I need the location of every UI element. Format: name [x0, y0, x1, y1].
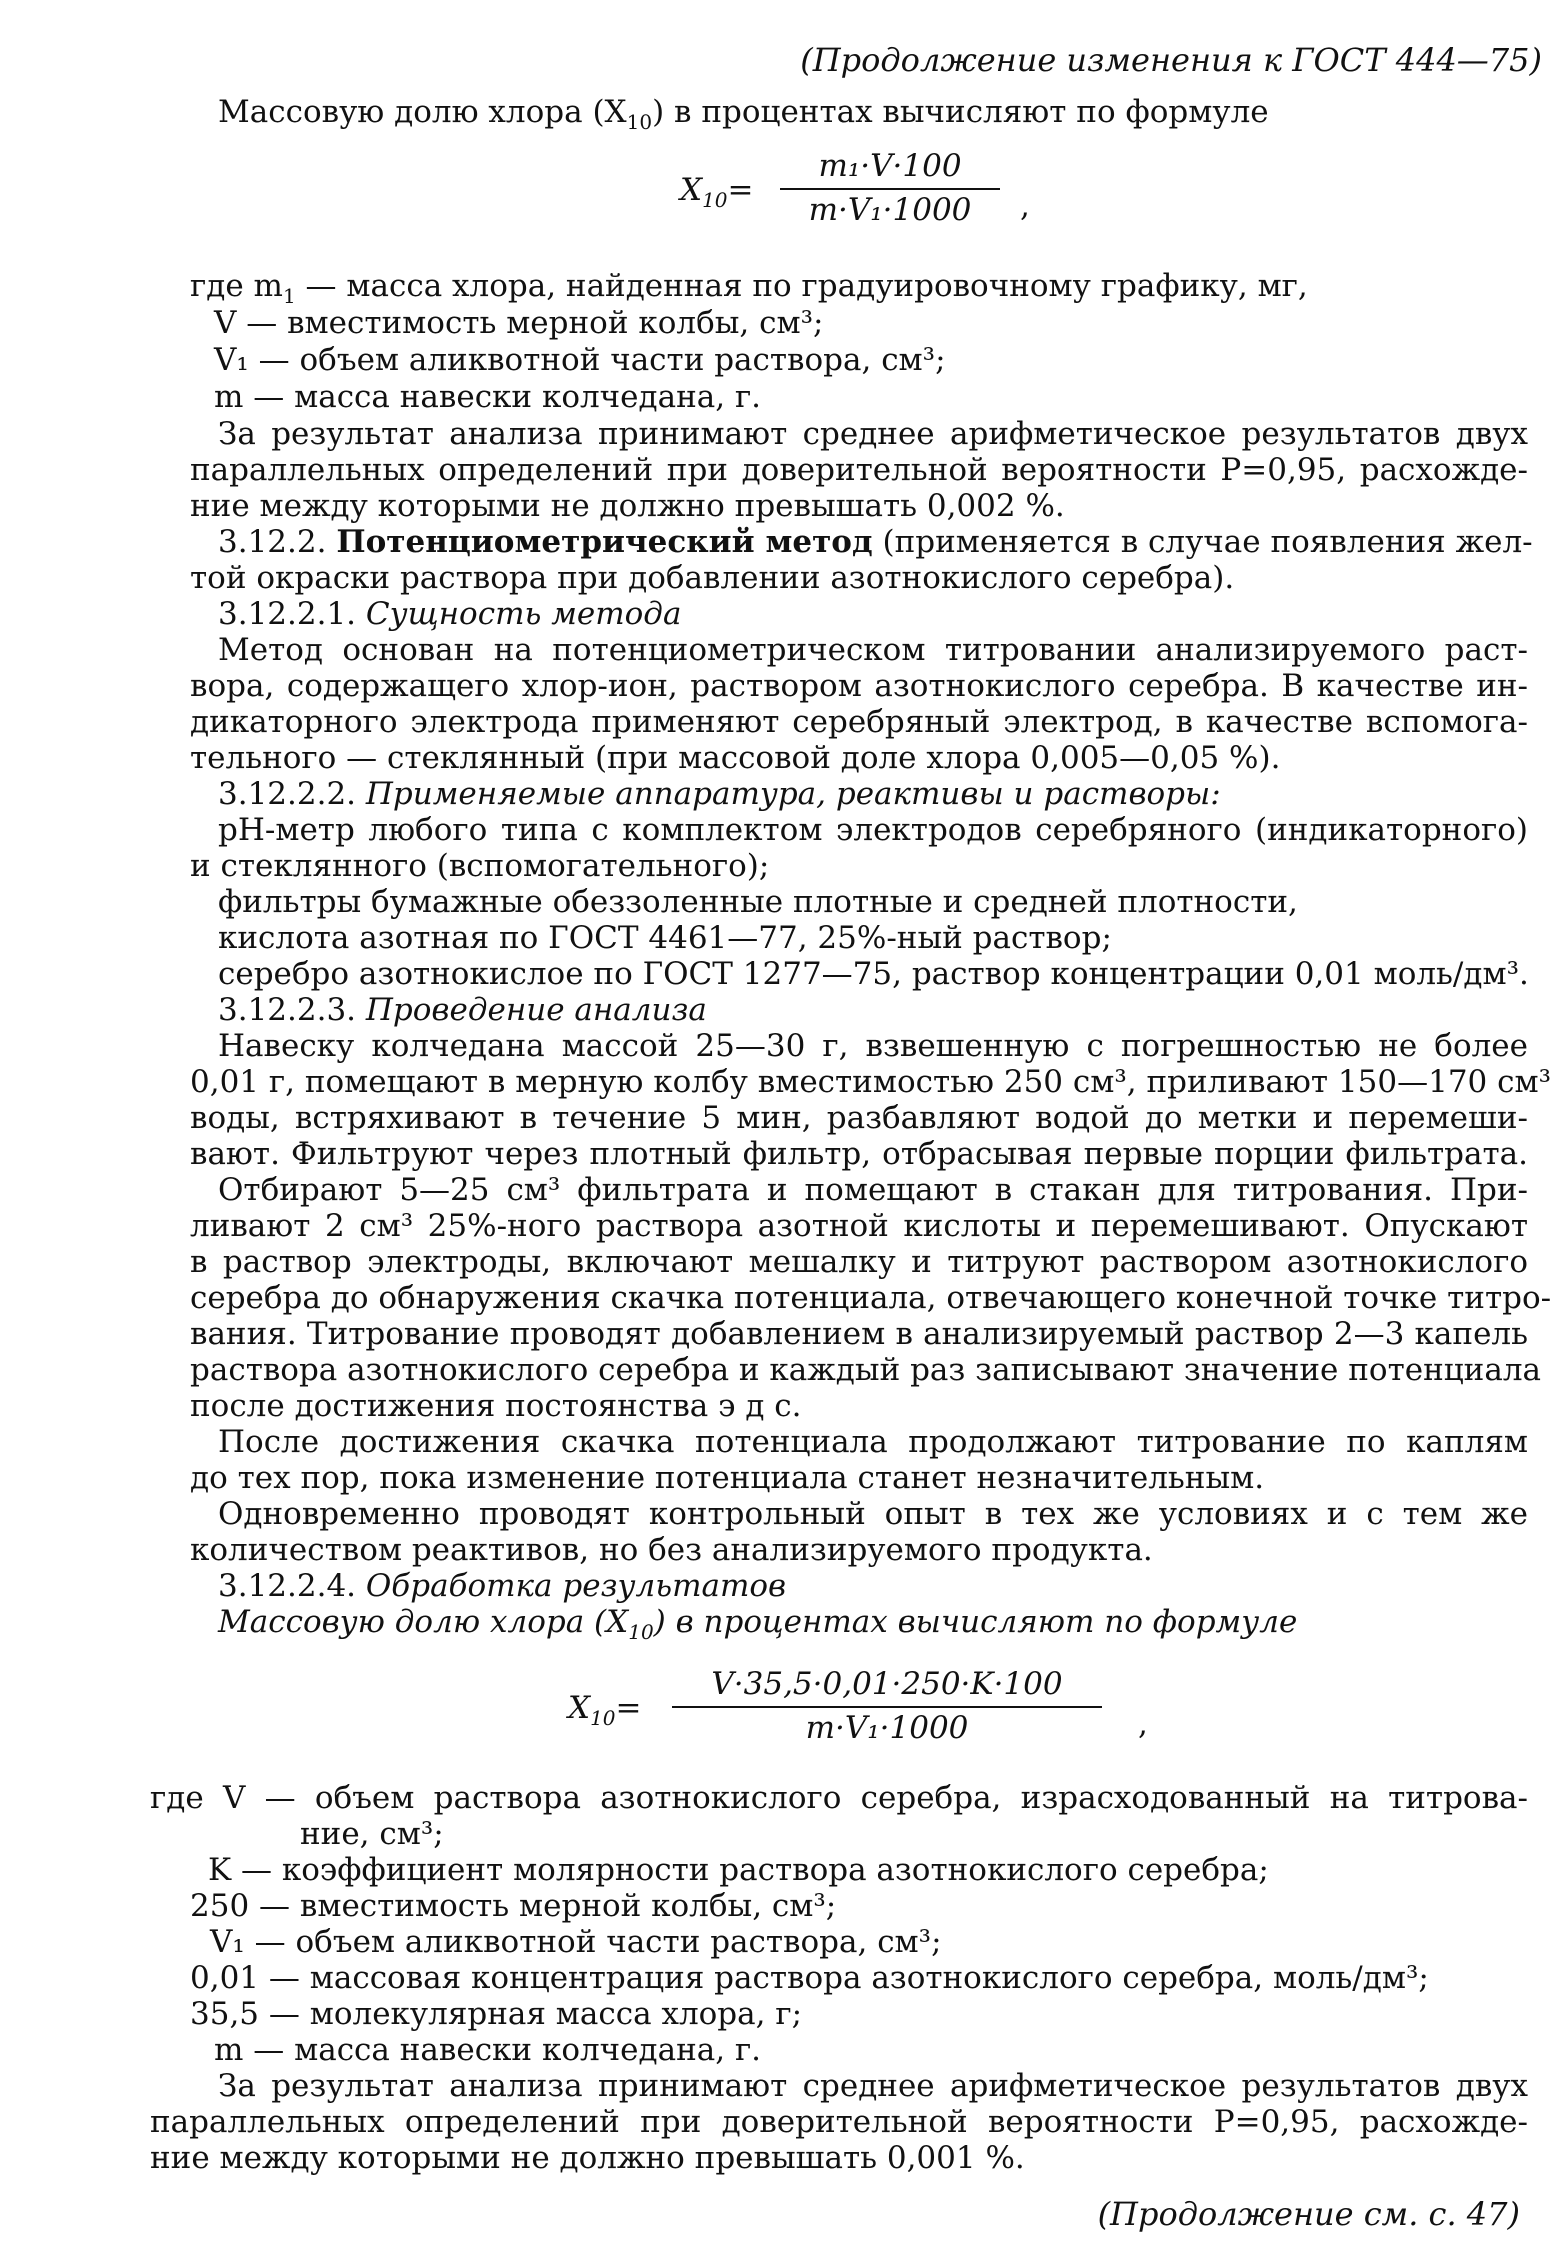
paragraph-line: За результат анализа принимают среднее арифметическое результатов двух — [218, 416, 1528, 452]
formula-2-lhs — [568, 1690, 642, 1730]
paragraph-line: Навеску колчедана массой 25—30 г, взвешенную с погрешностью не более — [218, 1028, 1528, 1064]
paragraph-line: За результат анализа принимают среднее арифметическое результатов двух — [218, 2068, 1528, 2104]
paragraph-line: дикаторного электрода применяют серебряный электрод, в качестве вспомога- — [190, 704, 1528, 740]
where-line: 0,01 — массовая концентрация раствора азотнокислого серебра, моль/дм³; — [190, 1960, 1429, 1996]
paragraph-line: 0,01 г, помещают в мерную колбу вместимостью 250 см³, приливают 150—170 см³ — [190, 1064, 1552, 1100]
formula-1-fraction — [780, 148, 1000, 228]
text-span: ) в процентах вычисляют по формуле — [652, 94, 1269, 130]
paragraph-line: параллельных определений при доверительной вероятности P=0,95, расхожде- — [190, 452, 1528, 488]
where-line: m — масса навески колчедана, г. — [214, 379, 762, 415]
footer-continuation: (Продолжение см. с. 47) — [1097, 2195, 1520, 2233]
text-span: (применяется в случае появления жел- — [872, 524, 1533, 560]
text-span: 3.12.2.4. — [218, 1568, 366, 1604]
paragraph-line: ние между которыми не должно превышать 0,001 %. — [150, 2140, 1025, 2176]
formula-1-bar — [780, 188, 1000, 190]
formula-1-denominator: m·V₁·1000 — [808, 192, 972, 228]
paragraph-line: вора, содержащего хлор-ион, раствором азотнокислого серебра. В качестве ин- — [190, 668, 1528, 704]
subscript: 1 — [282, 284, 296, 309]
paragraph-line: pH-метр любого типа с комплектом электродов серебряного (индикаторного) — [218, 812, 1528, 848]
formula-var: X — [568, 1690, 591, 1726]
paragraph-line: ние между которыми не должно превышать 0,002 %. — [190, 488, 1065, 524]
paragraph-line: раствора азотнокислого серебра и каждый раз записывают значение потенциала — [190, 1352, 1541, 1388]
section-title: Применяемые аппаратура, реактивы и растворы: — [365, 776, 1221, 812]
header-continuation: (Продолжение изменения к ГОСТ 444—75) — [800, 41, 1542, 79]
formula-2-denominator: m·V₁·1000 — [805, 1710, 969, 1746]
formula-eq: = — [615, 1690, 642, 1726]
paragraph-line: серебра до обнаружения скачка потенциала, отвечающего конечной точке титро- — [190, 1280, 1552, 1316]
paragraph-line: количеством реактивов, но без анализируемого продукта. — [190, 1532, 1153, 1568]
text-span: 3.12.2. — [218, 524, 337, 560]
paragraph-line: ливают 2 см³ 25%-ного раствора азотной кислоты и перемешивают. Опускают — [190, 1208, 1528, 1244]
formula-sub: 10 — [702, 188, 728, 213]
where-line: V₁ — объем аликвотной части раствора, см³; — [210, 1924, 942, 1960]
section-heading — [218, 596, 681, 632]
paragraph-line: той окраски раствора при добавлении азотнокислого серебра). — [190, 560, 1235, 596]
subscript: 10 — [626, 110, 653, 135]
text-span: где m — [190, 268, 283, 304]
formula-2-bar — [672, 1706, 1102, 1708]
section-heading — [218, 992, 707, 1028]
paragraph-line: кислота азотная по ГОСТ 4461—77, 25%-ный раствор; — [218, 920, 1112, 956]
paragraph-line: воды, встряхивают в течение 5 мин, разбавляют водой до метки и перемеши- — [190, 1100, 1528, 1136]
paragraph-line: Одновременно проводят контрольный опыт в тех же условиях и с тем же — [218, 1496, 1528, 1532]
paragraph-line: параллельных определений при доверительной вероятности P=0,95, расхожде- — [150, 2104, 1528, 2140]
formula-1-comma: , — [1020, 188, 1030, 224]
formula-2-comma: , — [1138, 1706, 1148, 1742]
text-span: 3.12.2.1. — [218, 596, 366, 632]
where-line: V — вместимость мерной колбы, см³; — [214, 305, 824, 341]
paragraph-line: серебро азотнокислое по ГОСТ 1277—75, раствор концентрации 0,01 моль/дм³. — [218, 956, 1529, 992]
formula-2-fraction — [672, 1666, 1102, 1746]
paragraph-line: и стеклянного (вспомогательного); — [190, 848, 770, 884]
text-span: ) в процентах вычисляют по формуле — [653, 1604, 1298, 1640]
paragraph-line: в раствор электроды, включают мешалку и титруют раствором азотнокислого — [190, 1244, 1528, 1280]
text-span: 3.12.2.2. — [218, 776, 366, 812]
section-heading — [218, 776, 1221, 812]
formula-var: X — [680, 172, 703, 208]
section-heading — [218, 524, 1533, 560]
paragraph-line: тельного — стеклянный (при массовой доле хлора 0,005—0,05 %). — [190, 740, 1281, 776]
section-title: Обработка результатов — [365, 1568, 787, 1604]
subscript: 10 — [628, 1620, 654, 1645]
intro-line — [218, 1604, 1297, 1650]
intro-line — [218, 94, 1269, 140]
formula-sub: 10 — [590, 1706, 616, 1731]
where-line: 250 — вместимость мерной колбы, см³; — [190, 1888, 837, 1924]
where-line: m — масса навески колчедана, г. — [214, 2032, 762, 2068]
where-line: 35,5 — молекулярная масса хлора, г; — [190, 1996, 803, 2032]
formula-1-lhs — [680, 172, 754, 212]
where-line: где V — объем раствора азотнокислого серебра, израсходованный на титрова- — [150, 1780, 1528, 1816]
text-span: — масса хлора, найденная по градуировочному графику, мг, — [295, 268, 1308, 304]
paragraph-line: вают. Фильтруют через плотный фильтр, отбрасывая первые порции фильтрата. — [190, 1136, 1528, 1172]
section-title: Потенциометрический метод — [336, 524, 873, 560]
text-span: Массовую долю хлора (X — [218, 1604, 629, 1640]
section-title: Проведение анализа — [365, 992, 707, 1028]
paragraph-line: до тех пор, пока изменение потенциала станет незначительным. — [190, 1460, 1265, 1496]
paragraph-line: Отбирают 5—25 см³ фильтрата и помещают в стакан для титрования. При- — [218, 1172, 1528, 1208]
paragraph-line: После достижения скачка потенциала продолжают титрование по каплям — [218, 1424, 1528, 1460]
text-span: 3.12.2.3. — [218, 992, 366, 1028]
where-line: K — коэффициент молярности раствора азотнокислого серебра; — [208, 1852, 1269, 1888]
paragraph-line: вания. Титрование проводят добавлением в анализируемый раствор 2—3 капель — [190, 1316, 1528, 1352]
where-line: ние, см³; — [300, 1816, 444, 1852]
where-line: V₁ — объем аликвотной части раствора, см³; — [214, 342, 946, 378]
section-title: Сущность метода — [365, 596, 682, 632]
paragraph-line: фильтры бумажные обеззоленные плотные и средней плотности, — [218, 884, 1298, 920]
text-span: Массовую долю хлора (X — [218, 94, 627, 130]
formula-eq: = — [727, 172, 754, 208]
paragraph-line: после достижения постоянства э д с. — [190, 1388, 802, 1424]
formula-2-numerator: V·35,5·0,01·250·K·100 — [711, 1666, 1063, 1702]
formula-1-numerator: m₁·V·100 — [818, 148, 962, 184]
section-heading — [218, 1568, 786, 1604]
paragraph-line: Метод основан на потенциометрическом титровании анализируемого раст- — [218, 632, 1528, 668]
